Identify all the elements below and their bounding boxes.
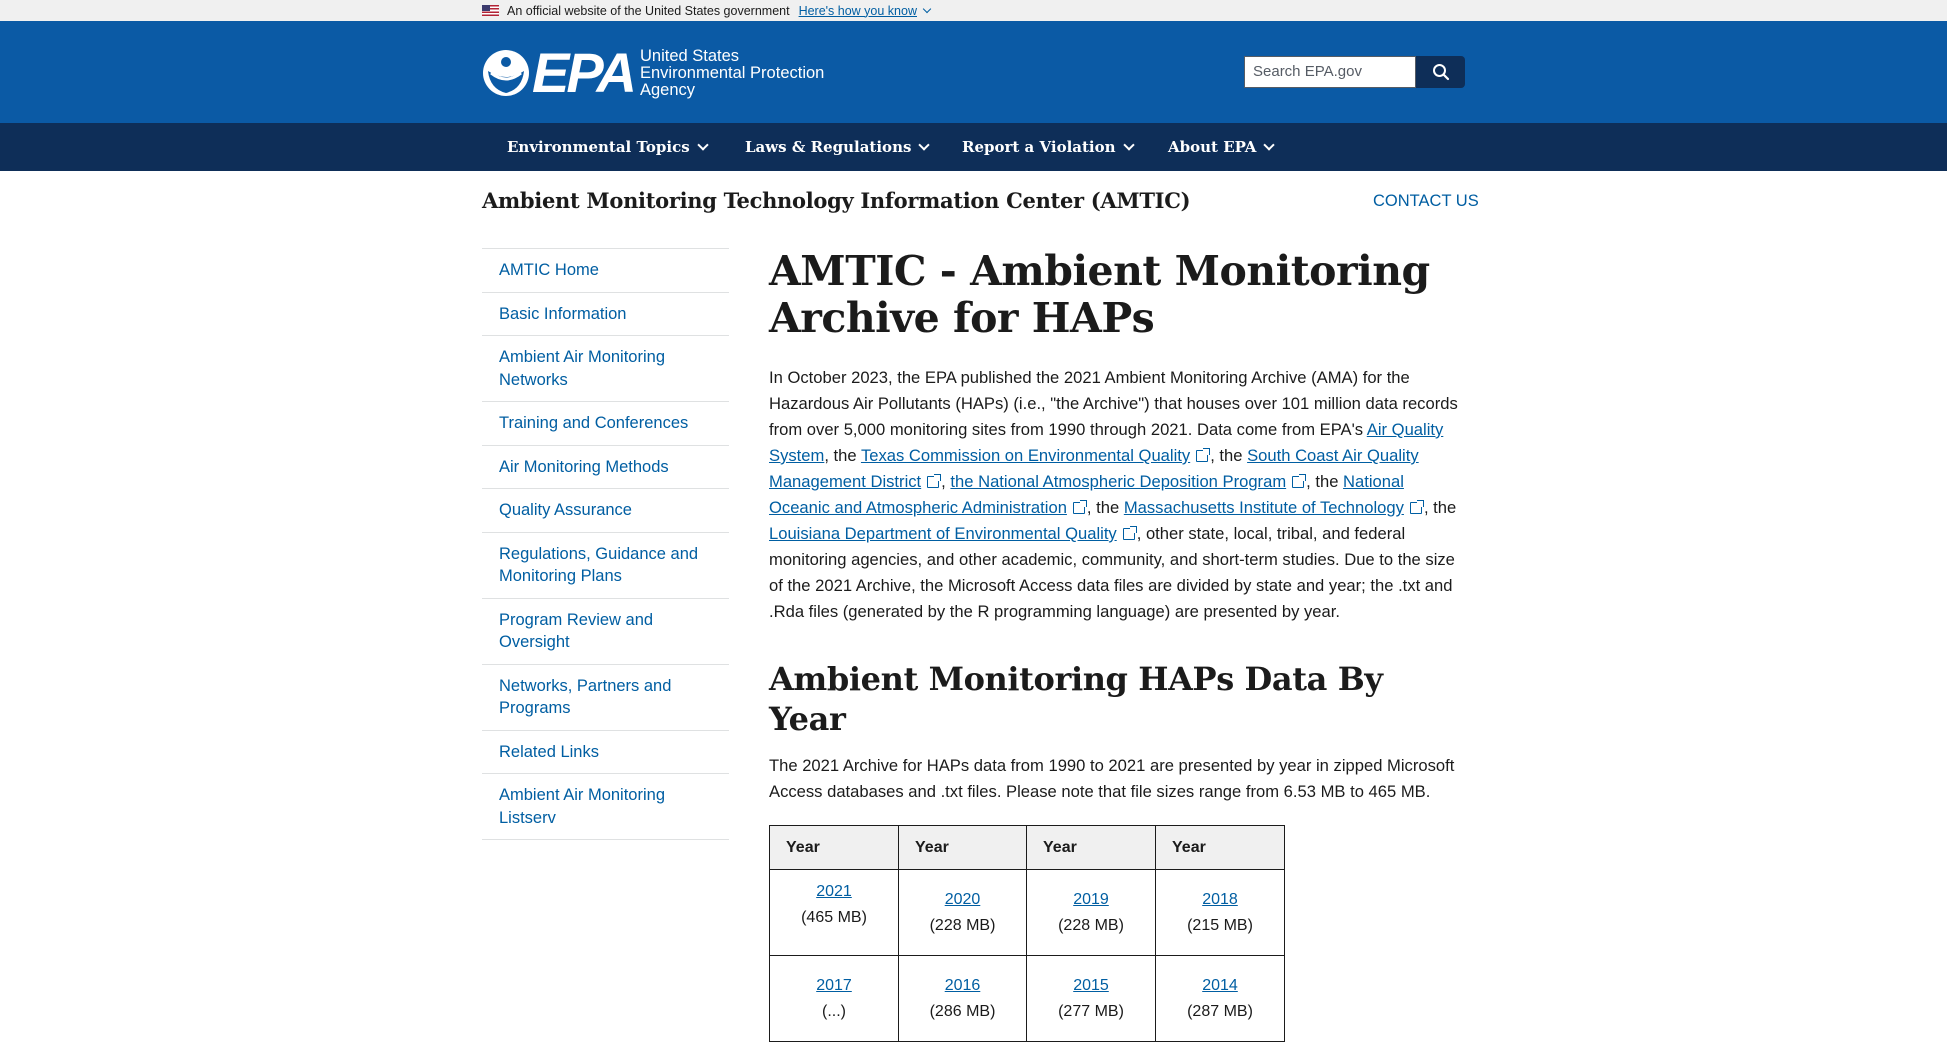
sidebar-item-listserv[interactable]: Ambient Air Monitoring Listserv [482, 774, 729, 840]
us-flag-icon [482, 5, 499, 16]
scaqmd-link[interactable]: South Coast Air Quality Management District [769, 446, 1419, 491]
search-icon [1432, 63, 1450, 81]
file-size: (465 MB) [801, 908, 867, 926]
nav-about-epa[interactable] [1168, 123, 1273, 171]
column-header: Year [1027, 826, 1156, 870]
sidebar-item-regulations[interactable]: Regulations, Guidance and Monitoring Plans [482, 533, 729, 599]
file-size: (277 MB) [1058, 1002, 1124, 1020]
gov-banner-content [482, 3, 930, 18]
intro-text: , other state, local, tribal, and federal monitoring agencies, and other academic, community, and short-term studies. Due to the size of the 2021 Archive, the Microsoft Access data files are divided by state and year; the .txt and .Rda files (generated by the R programming language) are presented by year. [769, 524, 1455, 621]
data-by-year-table [769, 825, 1285, 1042]
intro-text: , the [1210, 446, 1248, 465]
nav-laws-regulations[interactable] [745, 123, 928, 171]
chevron-down-icon [1123, 139, 1134, 150]
page-title: AMTIC - Ambient Monitoring Archive for HAPs [769, 247, 1430, 342]
noaa-link[interactable]: National Oceanic and Atmospheric Administration [769, 472, 1404, 517]
table-header-row [770, 826, 1285, 870]
table-row [770, 956, 1285, 1042]
search-input[interactable]: Search EPA.gov [1244, 56, 1416, 88]
table-cell [1027, 870, 1156, 956]
sidebar-item-networks-partners[interactable]: Networks, Partners and Programs [482, 665, 729, 731]
nav-label: Environmental Topics [507, 138, 690, 156]
chevron-down-icon [923, 5, 931, 13]
epa-flower-icon [482, 49, 530, 97]
year-link[interactable]: 2015 [1073, 976, 1109, 994]
sidebar-item-related-links[interactable]: Related Links [482, 731, 729, 775]
column-header: Year [770, 826, 899, 870]
external-link-icon [1123, 528, 1135, 540]
nav-report-violation[interactable] [962, 123, 1133, 171]
table-row [770, 870, 1285, 956]
table-cell [770, 956, 899, 1042]
table-cell [1027, 956, 1156, 1042]
year-link[interactable]: 2020 [944, 890, 981, 908]
sidebar-item-quality-assurance[interactable]: Quality Assurance [482, 489, 729, 533]
intro-paragraph [769, 365, 1469, 625]
intro-text: In October 2023, the EPA published the 2021 Ambient Monitoring Archive (AMA) for the Hazardous Air Pollutants (HAPs) (i.e., "the Archive") that houses over 101 million data records from over 5,000 monitoring sites from 1990 through 2021. Data come from EPA's [769, 368, 1458, 439]
site-header [0, 21, 1947, 123]
year-link[interactable]: 2021 [816, 882, 852, 900]
external-link-icon [1196, 450, 1208, 462]
external-link-icon [1292, 476, 1304, 488]
sidebar-item-basic-information[interactable]: Basic Information [482, 293, 729, 337]
year-link[interactable]: 2017 [816, 976, 852, 994]
table-cell [899, 956, 1027, 1042]
intro-text: , [941, 472, 951, 491]
column-header: Year [1156, 826, 1285, 870]
section-heading: Ambient Monitoring HAPs Data By Year [769, 660, 1383, 738]
sidebar-item-methods[interactable]: Air Monitoring Methods [482, 446, 729, 490]
gov-banner-text: An official website of the United States government [507, 3, 790, 18]
file-size: (286 MB) [929, 1002, 996, 1020]
main-content [769, 248, 1469, 1042]
nav-label: Laws & Regulations [745, 138, 912, 156]
contact-us-link[interactable]: CONTACT US [1373, 192, 1479, 210]
external-link-icon [927, 476, 939, 488]
search-button[interactable] [1416, 56, 1465, 88]
mit-link[interactable]: Massachusetts Institute of Technology [1123, 498, 1404, 517]
table-cell [1156, 956, 1285, 1042]
tceq-link[interactable]: Texas Commission on Environmental Quality [860, 446, 1191, 465]
nadp-link[interactable]: the National Atmospheric Deposition Program [950, 472, 1287, 491]
sidebar-item-training[interactable]: Training and Conferences [482, 402, 729, 446]
epa-wordmark: EPA [532, 41, 634, 104]
agency-line-3: Agency [640, 80, 696, 99]
sidebar-item-amtic-home[interactable]: AMTIC Home [482, 249, 729, 293]
table-cell [770, 870, 899, 956]
file-size: (215 MB) [1187, 916, 1253, 934]
file-size: (287 MB) [1187, 1002, 1253, 1020]
gov-banner [0, 0, 1947, 21]
year-link[interactable]: 2016 [944, 976, 981, 994]
year-link[interactable]: 2018 [1202, 890, 1238, 908]
chevron-down-icon [1264, 139, 1275, 150]
chevron-down-icon [919, 139, 930, 150]
agency-line-2: Environmental Protection [640, 63, 825, 82]
intro-text: , the [1423, 498, 1457, 517]
column-header: Year [899, 826, 1027, 870]
ldeq-link[interactable]: Louisiana Department of Environmental Quality [769, 524, 1117, 543]
nav-label: Report a Violation [962, 138, 1116, 156]
aqs-link[interactable]: Air Quality System [769, 420, 1444, 465]
agency-line-1: United States [640, 46, 740, 65]
intro-text: , the [824, 446, 861, 465]
year-link[interactable]: 2014 [1202, 976, 1238, 994]
table-cell [1156, 870, 1285, 956]
intro-text: , the [1306, 472, 1344, 491]
epa-logo[interactable] [482, 41, 825, 104]
main-nav [0, 123, 1947, 171]
how-you-know-label: Here's how you know [798, 3, 917, 18]
how-you-know-link[interactable] [799, 4, 930, 18]
file-size: (...) [822, 1002, 846, 1020]
sidebar-item-program-review[interactable]: Program Review and Oversight [482, 599, 729, 665]
file-size: (228 MB) [1058, 916, 1124, 934]
sidebar-nav [482, 248, 729, 840]
table-cell [899, 870, 1027, 956]
external-link-icon [1410, 502, 1422, 514]
chevron-down-icon [697, 139, 708, 150]
external-link-icon [1073, 502, 1085, 514]
nav-environmental-topics[interactable] [507, 123, 707, 171]
sidebar-item-monitoring-networks[interactable]: Ambient Air Monitoring Networks [482, 336, 729, 402]
section-paragraph: The 2021 Archive for HAPs data from 1990 to 2021 are presented by year in zipped Microsoft Access databases and .txt files. Please note that file sizes range from 6.53 MB to 465 MB. [769, 756, 1455, 801]
file-size: (228 MB) [929, 916, 996, 934]
nav-label: About EPA [1168, 138, 1257, 156]
agency-name [640, 48, 824, 99]
intro-text: , the [1086, 498, 1124, 517]
year-link[interactable]: 2019 [1073, 890, 1109, 908]
site-title[interactable]: Ambient Monitoring Technology Information Center (AMTIC) [482, 188, 1191, 213]
